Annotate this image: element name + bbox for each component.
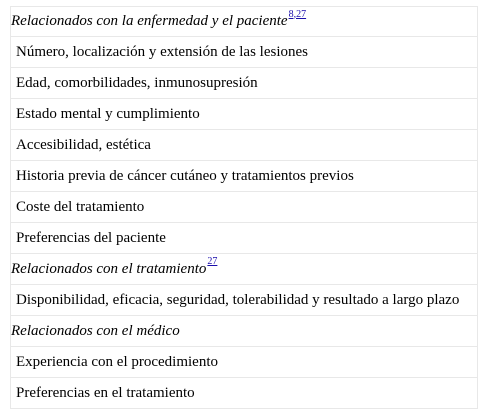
section-title: Relacionados con el tratamiento [11,260,207,277]
table-section-header [10,254,478,285]
table-row [10,37,478,68]
table-row [10,223,478,254]
table-row [10,378,478,409]
table-row [10,68,478,99]
row-text: Experiencia con el procedimiento [16,353,218,370]
table-row [10,161,478,192]
table-row [10,130,478,161]
table-row [10,99,478,130]
row-text: Número, localización y extensión de las lesiones [16,43,308,60]
row-text: Preferencias del paciente [16,229,166,246]
table-row [10,192,478,223]
row-text: Coste del tratamiento [16,198,145,215]
reference-link[interactable]: 8,27 [288,8,307,20]
row-text: Accesibilidad, estética [16,136,151,153]
factors-table [10,6,478,409]
section-title: Relacionados con el médico [11,322,180,339]
table-section-header [10,6,478,37]
row-text: Preferencias en el tratamiento [16,384,195,401]
reference-link[interactable]: 27 [207,256,218,267]
table-row [10,285,478,316]
row-text: Edad, comorbilidades, inmunosupresión [16,74,258,91]
row-text: Estado mental y cumplimiento [16,105,200,122]
row-text: Disponibilidad, eficacia, seguridad, tolerabilidad y resultado a largo plazo [16,291,460,308]
row-text: Historia previa de cáncer cutáneo y tratamientos previos [16,167,354,184]
table-section-header [10,316,478,347]
section-title: Relacionados con la enfermedad y el paciente [11,13,288,29]
table-row [10,347,478,378]
